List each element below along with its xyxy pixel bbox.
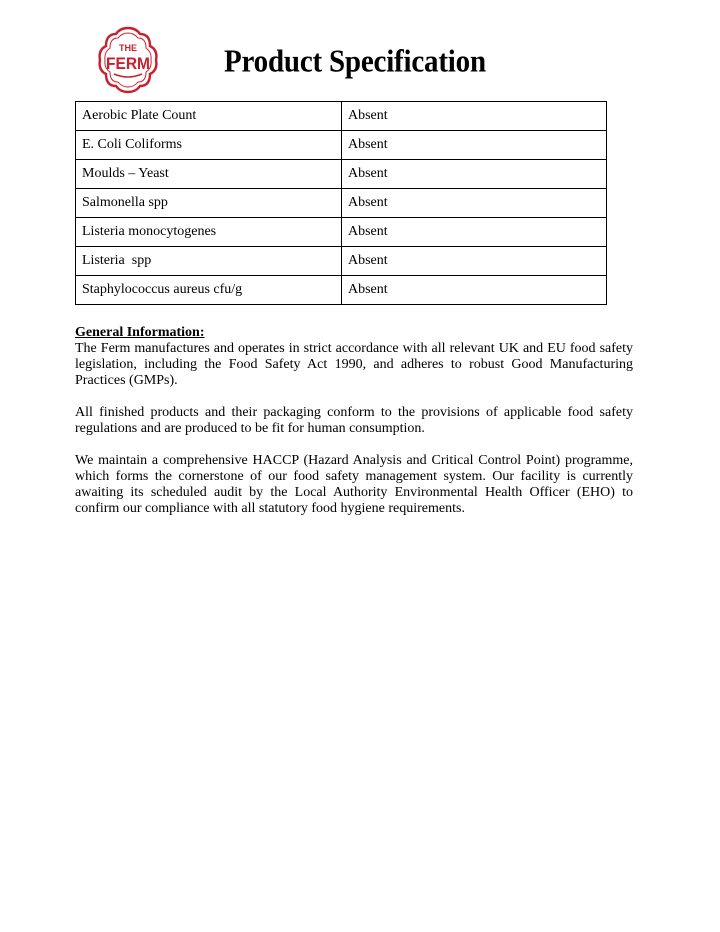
spec-value: Absent — [342, 102, 607, 131]
ferm-logo-icon — [92, 26, 164, 94]
spec-name: Listeria monocytogenes — [76, 218, 342, 247]
table-row — [76, 189, 607, 218]
general-information-section — [75, 325, 633, 517]
section-heading-text: General Information — [75, 325, 200, 340]
section-heading — [75, 325, 633, 341]
spec-name: Salmonella spp — [76, 189, 342, 218]
table-row — [76, 131, 607, 160]
spec-name: Moulds – Yeast — [76, 160, 342, 189]
table-row — [76, 218, 607, 247]
table-row — [76, 247, 607, 276]
page-title: Product Specification — [224, 44, 486, 80]
spec-table — [75, 101, 607, 305]
table-row — [76, 160, 607, 189]
info-paragraph: We maintain a comprehensive HACCP (Hazard Analysis and Critical Control Point) programme, which forms the cornerstone of our food safety management system. Our facility is currently awaiting its scheduled audit by the Local Authority Environmental Health Officer (EHO) to confirm our compliance with all statutory food hygiene requirements. — [75, 453, 633, 516]
spec-name: Listeria spp — [76, 247, 342, 276]
spec-name: Staphylococcus aureus cfu/g — [76, 276, 342, 305]
table-row — [76, 276, 607, 305]
spec-value: Absent — [342, 189, 607, 218]
info-paragraph: The Ferm manufactures and operates in strict accordance with all relevant UK and EU food safety legislation, including the Food Safety Act 1990, and adheres to robust Good Manufacturing Practices (GMPs). — [75, 341, 633, 388]
spec-value: Absent — [342, 160, 607, 189]
spec-name: E. Coli Coliforms — [76, 131, 342, 160]
page-title-wrap — [224, 44, 486, 80]
spec-value: Absent — [342, 276, 607, 305]
spec-name: Aerobic Plate Count — [76, 102, 342, 131]
logo-text-top: THE — [119, 43, 137, 53]
spec-value: Absent — [342, 218, 607, 247]
table-row — [76, 102, 607, 131]
section-heading-colon: : — [199, 325, 205, 340]
info-paragraph: All finished products and their packaging conform to the provisions of applicable food safety regulations and are produced to be fit for human consumption. — [75, 405, 633, 436]
spec-value: Absent — [342, 247, 607, 276]
spec-value: Absent — [342, 131, 607, 160]
logo-text-main: FERM — [106, 54, 150, 73]
